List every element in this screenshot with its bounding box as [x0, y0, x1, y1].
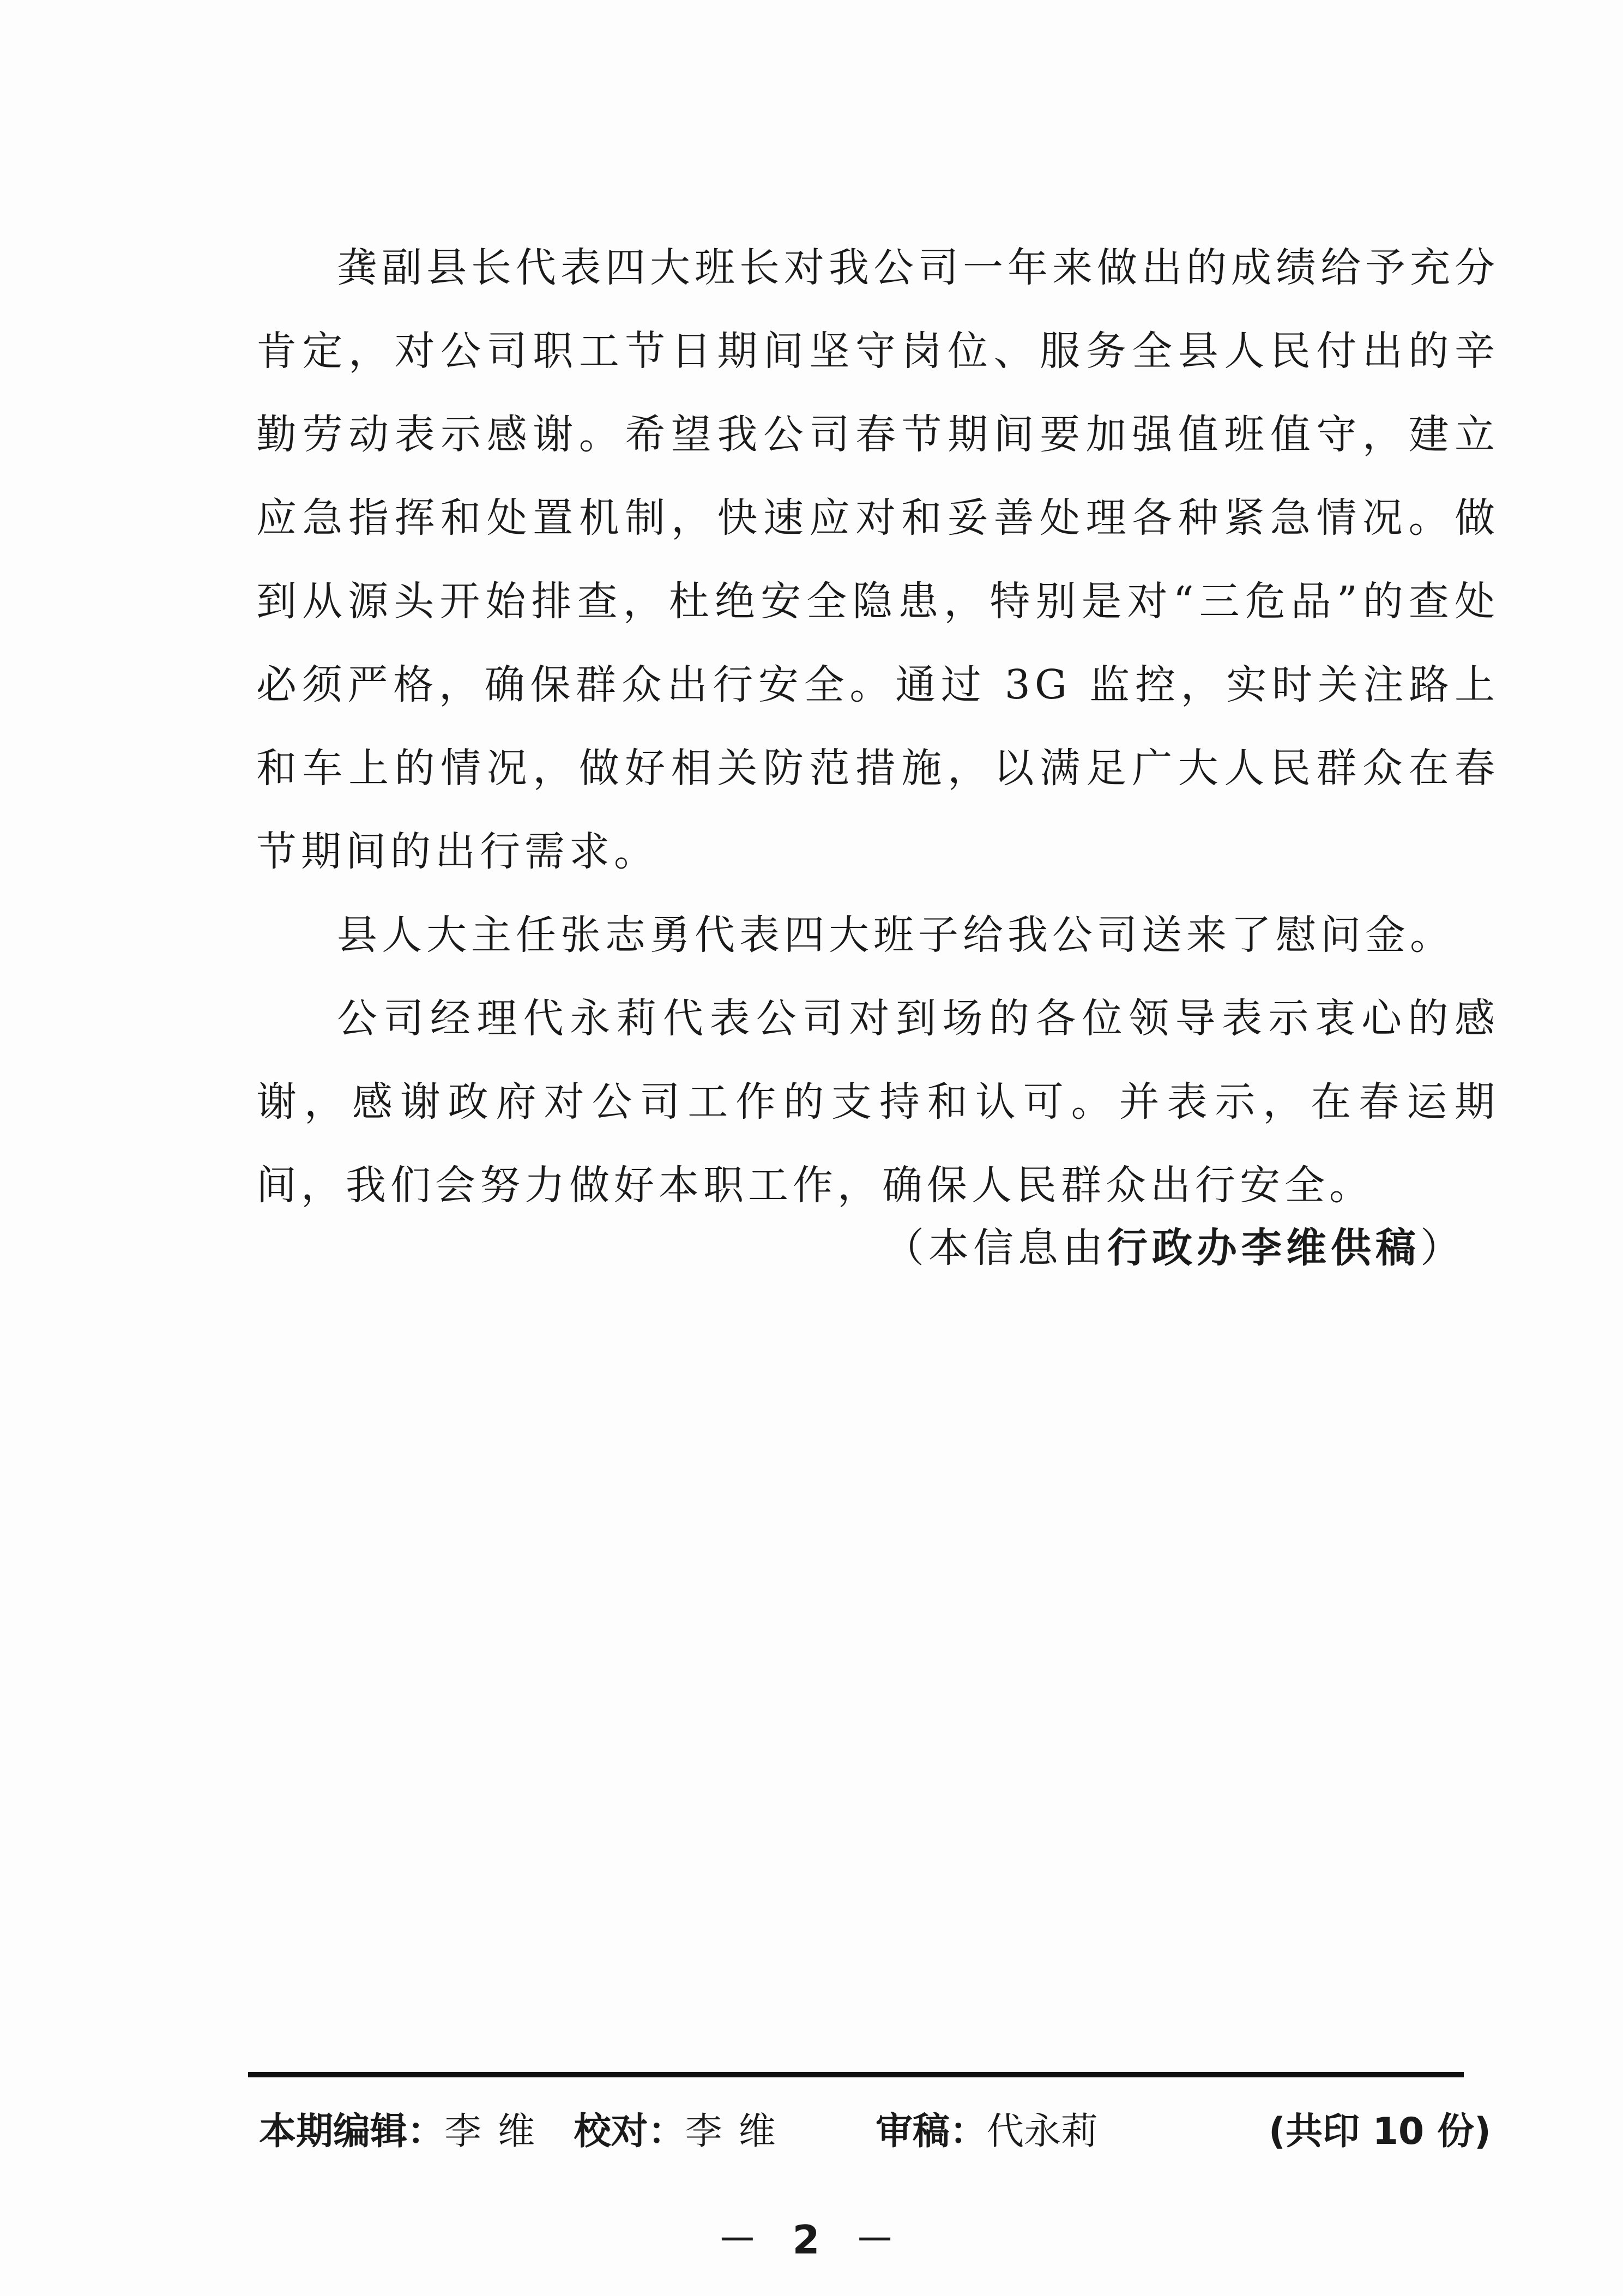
- paragraph-company-manager: 公司经理代永莉代表公司对到场的各位领导表示衷心的感谢，感谢政府对公司工作的支持和认可。并表示，在春运期间，我们会努力做好本职工作，确保人民群众出行安全。: [256, 995, 1499, 1209]
- page-number: － 2 －: [717, 2217, 906, 2263]
- paragraph-deputy-county-head: 龚副县长代表四大班长对我公司一年来做出的成绩给予充分肯定，对公司职工节日期间坚守岗位、服务全县人民付出的辛勤劳动表示感谢。希望我公司春节期间要加强值班值守，建立应急指挥和处置机制，快速应对和妥善处理各种紧急情况。做到从源头开始排查，杜绝安全隐患，特别是对“三危品”的查处必须严格，确保群众出行安全。通过 3G 监控，实时关注路上和车上的情况，做好相关防范措施，以满足广大人民群众在春节期间的出行需求。: [256, 244, 1499, 875]
- footer-divider: [248, 2072, 1464, 2077]
- editorial-footer: [259, 2102, 1491, 2155]
- print-copies: (共印 10 份): [1268, 2110, 1491, 2153]
- proofreader-label: 校对：: [574, 2110, 685, 2153]
- credit-open: （本信息由: [884, 1225, 1107, 1271]
- source-credit: [884, 1216, 1465, 1274]
- credit-close: ）: [1420, 1225, 1465, 1271]
- editor-name: 李维: [444, 2110, 552, 2153]
- reviewer-name: 代永莉: [986, 2110, 1098, 2153]
- editor-label: 本期编辑：: [259, 2110, 445, 2153]
- reviewer-label: 审稿：: [875, 2110, 987, 2153]
- credit-source: 行政办李维供稿: [1107, 1225, 1420, 1271]
- paragraph-county-congress: 县人大主任张志勇代表四大班子给我公司送来了慰问金。: [337, 912, 1455, 959]
- article-body: [256, 226, 1499, 1227]
- proofreader-name: 李维: [685, 2110, 792, 2153]
